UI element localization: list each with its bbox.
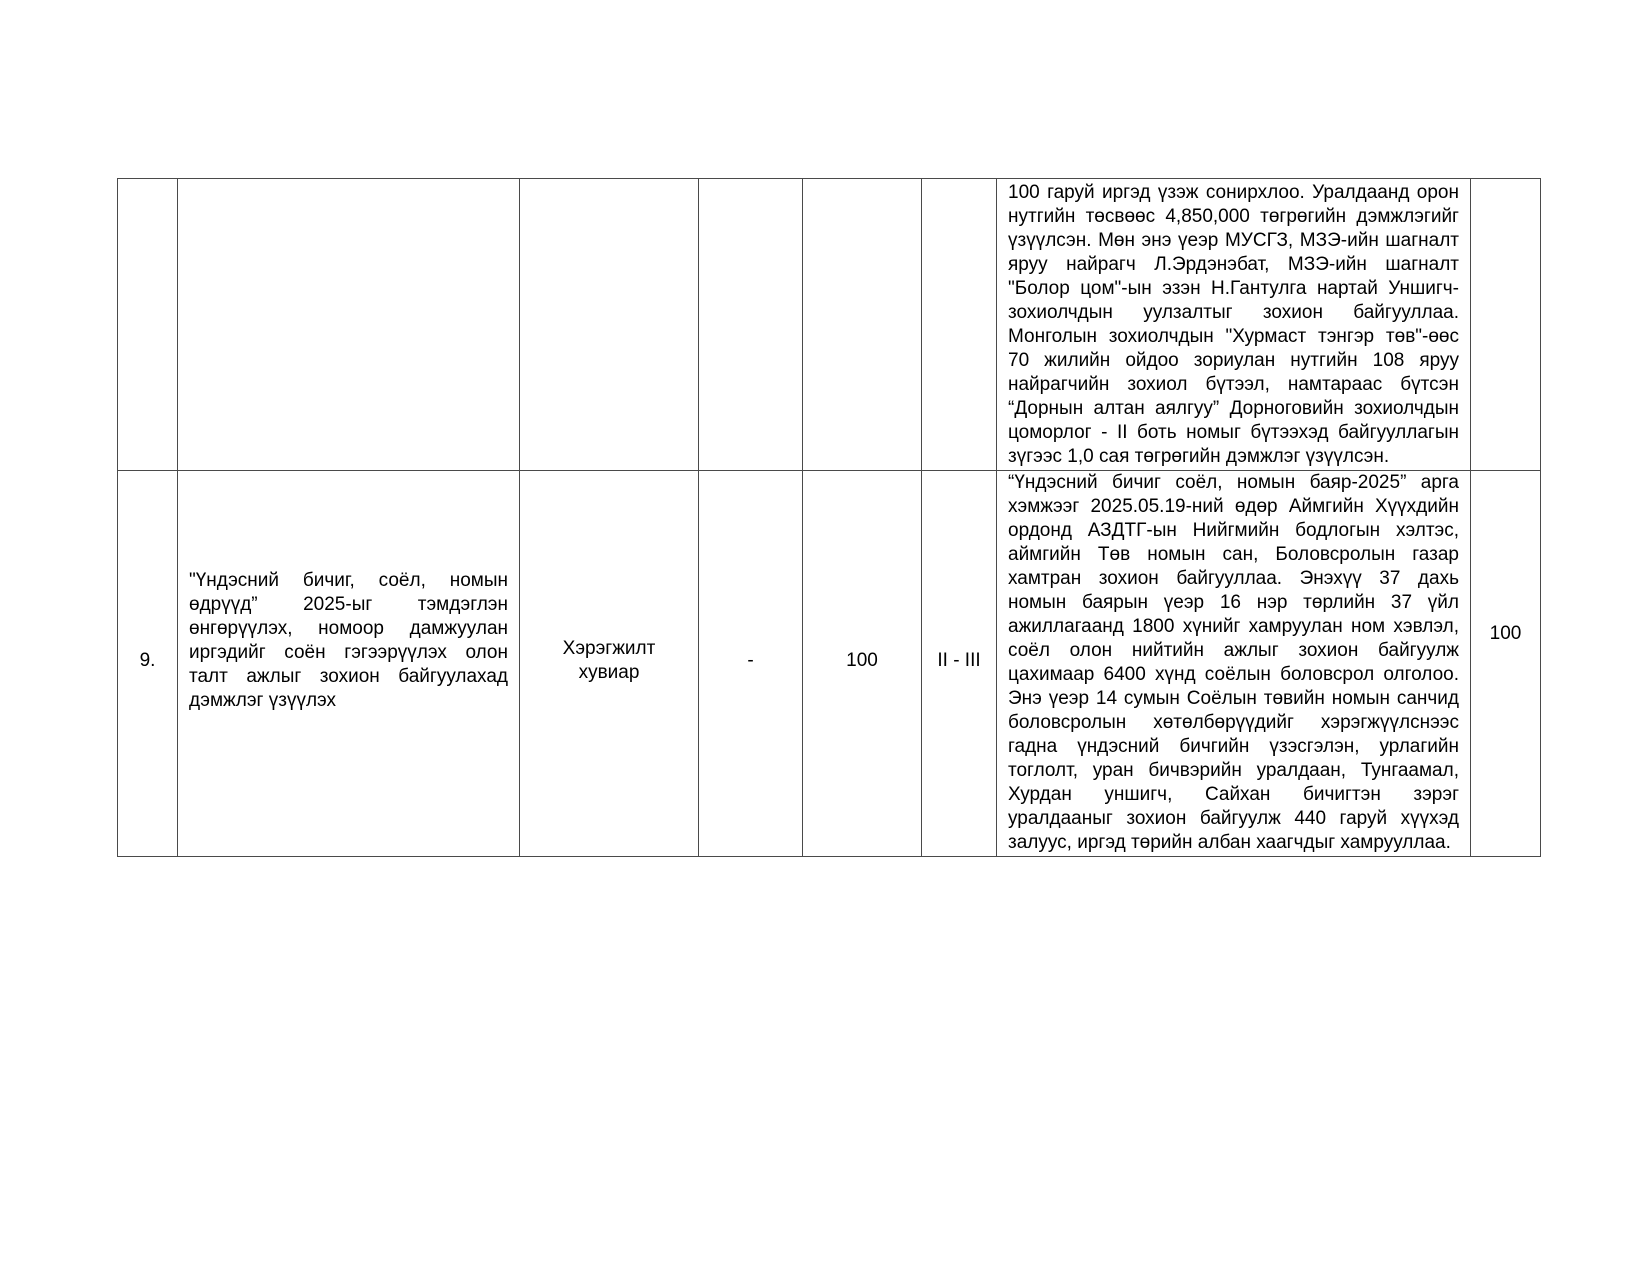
target-cell: [803, 179, 922, 471]
result-cell: 100 гаруй иргэд үзэж сонирхлоо. Уралдаанд орон нутгийн төсвөөс 4,850,000 төгрөгийн дэмжлэгийг үзүүлсэн. Мөн энэ үеэр МУСГЗ, МЗЭ-ийн шагналт яруу найрагч Л.Эрдэнэбат, МЗЭ-ийн шагналт "Болор цом"-ын эзэн Н.Гантулга нартай Уншигч- зохиолчдын уулзалтыг зохион байгууллаа. Монголын зохиолчдын "Хурмаст тэнгэр төв"-өөс 70 жилийн ойдоо зориулан нутгийн 108 яруу найрагчийн зохиол бүтээл, намтараас бүтсэн “Дорнын алтан аялгуу” Дорноговийн зохиолчдын цоморлог - II боть номыг бүтээхэд байгууллагын зүгээс 1,0 сая төгрөгийн дэмжлэг үзүүлсэн.: [997, 179, 1471, 471]
report-table: [117, 178, 1541, 857]
row-number-cell: 9.: [118, 471, 178, 857]
table-row: [118, 179, 1541, 471]
activity-name-cell: "Үндэсний бичиг, соёл, номын өдрүүд” 2025-ыг тэмдэглэн өнгөрүүлэх, номоор дамжуулан иргэдийг соён гэгээрүүлэх олон талт ажлыг зохион байгуулахад дэмжлэг үзүүлэх: [178, 471, 520, 857]
measure-cell: Хэрэгжилт хувиар: [520, 471, 699, 857]
percent-cell: 100: [1471, 471, 1541, 857]
activity-name-cell: [178, 179, 520, 471]
baseline-cell: [699, 179, 803, 471]
percent-cell: [1471, 179, 1541, 471]
row-number-cell: [118, 179, 178, 471]
quarter-cell: [922, 179, 997, 471]
baseline-cell: -: [699, 471, 803, 857]
measure-cell: [520, 179, 699, 471]
table-row: [118, 471, 1541, 857]
quarter-cell: II - III: [922, 471, 997, 857]
target-cell: 100: [803, 471, 922, 857]
result-cell: “Үндэсний бичиг соёл, номын баяр-2025” арга хэмжээг 2025.05.19-ний өдөр Аймгийн Хүүхдийн ордонд АЗДТГ-ын Нийгмийн бодлогын хэлтэс, аймгийн Төв номын сан, Боловсролын газар хамтран зохион байгууллаа. Энэхүү 37 дахь номын баярын үеэр 16 нэр төрлийн 37 үйл ажиллагаанд 1800 хүнийг хамруулан ном хэвлэл, соёл олон нийтийн ажлыг зохион байгуулж цахимаар 6400 хүнд соёлын боловсрол олголоо. Энэ үеэр 14 сумын Соёлын төвийн номын санчид боловсролын хөтөлбөрүүдийг хэрэгжүүлснээс гадна үндэсний бичгийн үзэсгэлэн, урлагийн тоглолт, уран бичвэрийн уралдаан, Тунгаамал, Хурдан уншигч, Сайхан бичигтэн зэрэг уралдааныг зохион байгуулж 440 гаруй хүүхэд залуус, иргэд төрийн албан хаагчдыг хамрууллаа.: [997, 471, 1471, 857]
